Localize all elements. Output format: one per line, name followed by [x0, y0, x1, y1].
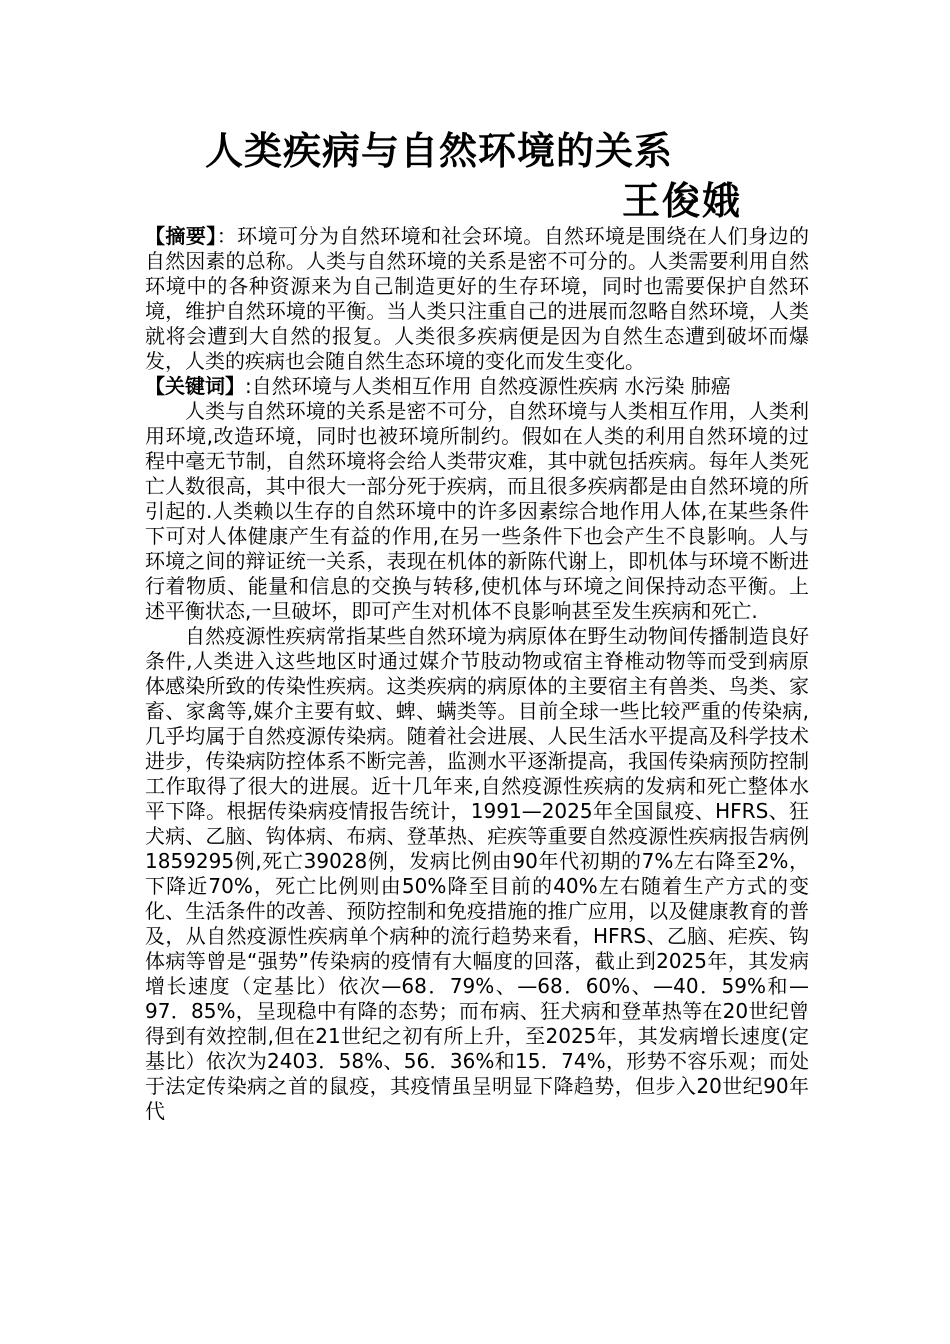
keywords-text: :自然环境与人类相互作用 自然疫源性疾病 水污染 肺癌	[245, 374, 731, 398]
keywords-paragraph	[145, 374, 809, 399]
abstract-paragraph	[145, 224, 809, 374]
body-paragraph-1: 人类与自然环境的关系是密不可分，自然环境与人类相互作用，人类利用环境,改造环境，同时也被环境所制约。假如在人类的利用自然环境的过程中毫无节制，自然环境将会给人类带灾难，其中就包括疾病。每年人类死亡人数很高，其中很大一部分死于疾病，而且很多疾病都是由自然环境的所引起的.人类赖以生存的自然环境中的许多因素综合地作用人体,在某些条件下可对人体健康产生有益的作用,在另一些条件下也会产生不良影响。人与环境之间的辩证统一关系，表现在机体的新陈代谢上，即机体与环境不断进行着物质、能量和信息的交换与转移,使机体与环境之间保持动态平衡。上述平衡状态,一旦破坏，即可产生对机体不良影响甚至发生疾病和死亡.	[145, 399, 809, 623]
document-title: 人类疾病与自然环境的关系	[205, 129, 674, 173]
document-body	[145, 224, 809, 1124]
keywords-label: 【关键词】	[145, 374, 245, 398]
abstract-text: ：环境可分为自然环境和社会环境。自然环境是围绕在人们身边的自然因素的总称。人类与自然环境的关系是密不可分的。人类需要利用自然环境中的各种资源来为自己制造更好的生存环境，同时也需要保护自然环境，维护自然环境的平衡。当人类只注重自己的进展而忽略自然环境，人类就将会遭到大自然的报复。人类很多疾病便是因为自然生态遭到破坏而爆发，人类的疾病也会随自然生态环境的变化而发生变化。	[145, 224, 809, 373]
body-paragraph-2: 自然疫源性疾病常指某些自然环境为病原体在野生动物间传播制造良好条件,人类进入这些地区时通过媒介节肢动物或宿主脊椎动物等而受到病原体感染所致的传染性疾病。这类疾病的病原体的主要宿主有兽类、鸟类、家畜、家禽等,媒介主要有蚊、蜱、螨类等。目前全球一些比较严重的传染病,几乎均属于自然疫源传染病。随着社会进展、人民生活水平提高及科学技术进步，传染病防控体系不断完善，监测水平逐渐提高，我国传染病预防控制工作取得了很大的进展。近十几年来,自然疫源性疾病的发病和死亡整体水平下降。根据传染病疫情报告统计，1991—2025年全国鼠疫、HFRS、狂犬病、乙脑、钩体病、布病、登革热、疟疾等重要自然疫源性疾病报告病例1859295例,死亡39028例，发病比例由90年代初期的7%左右降至2%，下降近70%，死亡比例则由50%降至目前的40%左右随着生产方式的变化、生活条件的改善、预防控制和免疫措施的推广应用，以及健康教育的普及，从自然疫源性疾病单个病种的流行趋势来看，HFRS、乙脑、疟疾、钩体病等曾是“强势”传染病的疫情有大幅度的回落，截止到2025年，其发病增长速度（定基比）依次—68．79%、—68．60%、—40．59%和—97．85%，呈现稳中有降的态势；而布病、狂犬病和登革热等在20世纪曾得到有效控制,但在21世纪之初有所上升，至2025年，其发病增长速度(定基比）依次为2403．58%、56．36%和15．74%，形势不容乐观；而处于法定传染病之首的鼠疫，其疫情虽呈明显下降趋势，但步入20世纪90年代	[145, 624, 809, 1123]
document-author: 王俊娥	[622, 179, 743, 223]
abstract-label: 【摘要】	[145, 224, 217, 248]
